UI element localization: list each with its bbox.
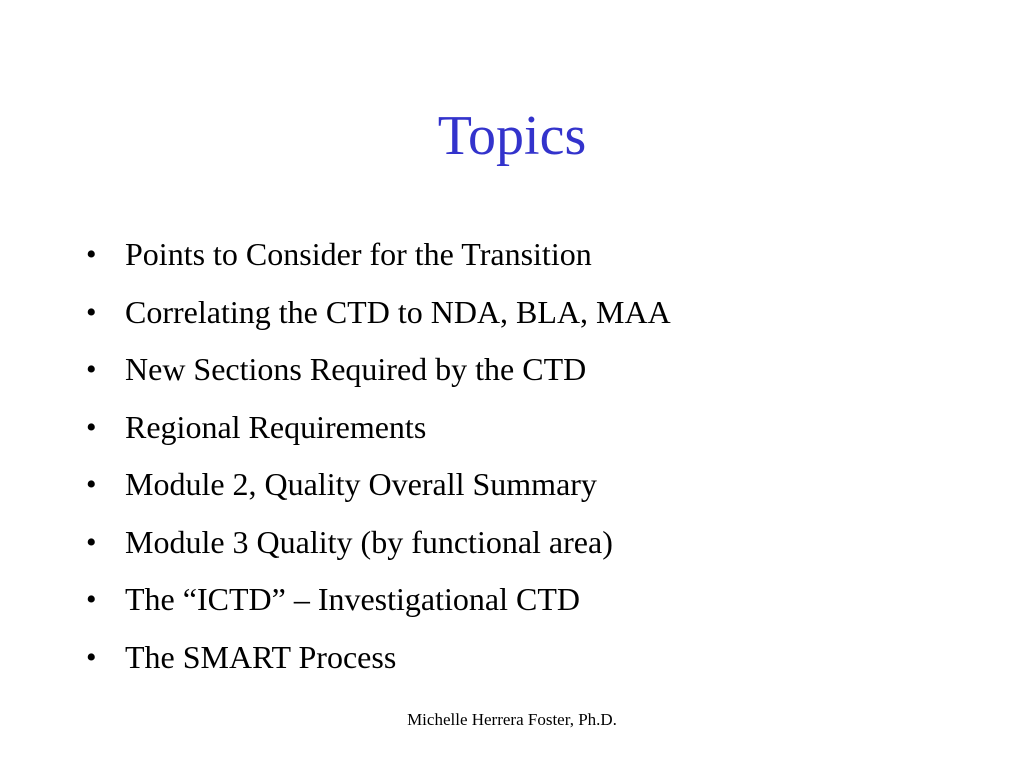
bullet-icon: • <box>86 525 97 559</box>
list-item-text: Module 3 Quality (by functional area) <box>125 523 613 560</box>
list-item <box>82 629 671 687</box>
list-item <box>82 514 671 572</box>
bullet-icon: • <box>86 468 97 501</box>
list-item-text: Module 2, Quality Overall Summary <box>125 466 597 502</box>
list-item <box>82 399 671 457</box>
slide-title: Topics <box>437 105 587 167</box>
footer-author: Michelle Herrera Foster, Ph.D. <box>407 710 617 729</box>
topics-list <box>82 226 671 686</box>
bullet-icon: • <box>86 295 97 329</box>
list-item <box>82 571 671 629</box>
list-item-text: The “ICTD” – Investigational CTD <box>125 581 580 617</box>
bullet-icon: • <box>86 583 97 616</box>
list-item-text: Correlating the CTD to NDA, BLA, MAA <box>125 293 671 330</box>
bullet-icon: • <box>86 353 97 386</box>
list-item <box>82 284 671 342</box>
list-item-text: Regional Requirements <box>125 408 427 445</box>
bullet-icon: • <box>86 640 97 674</box>
bullet-icon: • <box>86 238 97 271</box>
list-item <box>82 226 671 284</box>
list-item-text: Points to Consider for the Transition <box>125 236 592 272</box>
bullet-icon: • <box>86 410 97 444</box>
list-item <box>82 456 671 514</box>
list-item <box>82 341 671 399</box>
list-item-text: New Sections Required by the CTD <box>125 351 587 387</box>
list-item-text: The SMART Process <box>125 638 397 675</box>
